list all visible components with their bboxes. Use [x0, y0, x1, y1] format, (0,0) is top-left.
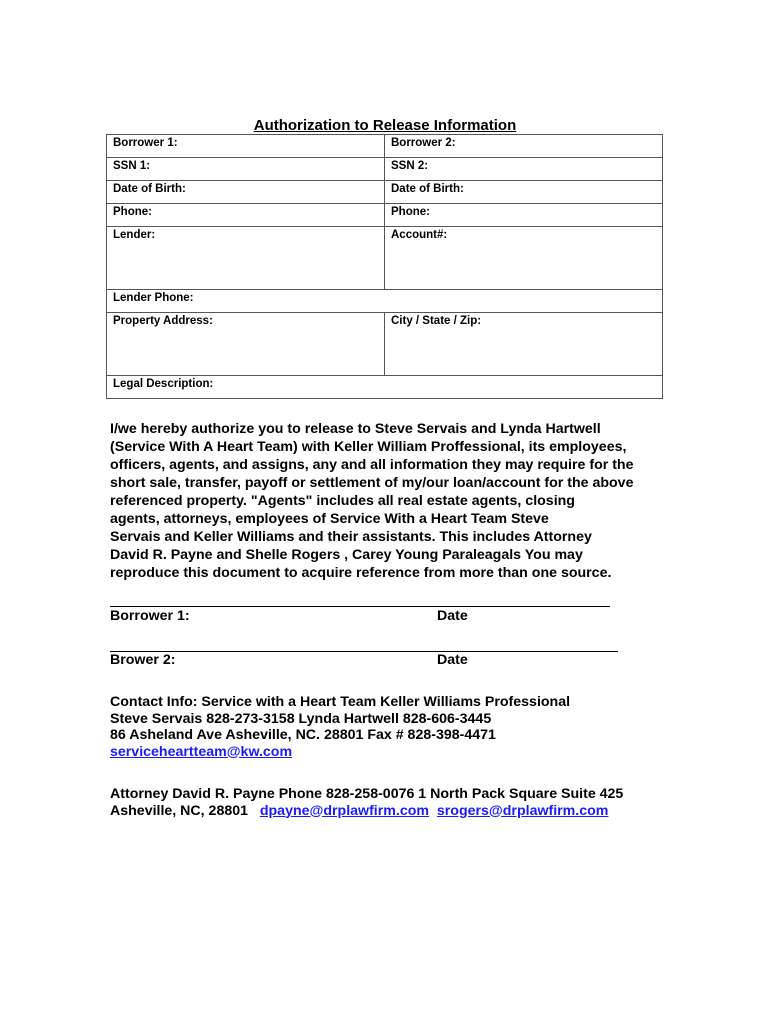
authorization-paragraph	[110, 420, 655, 582]
dob1-field[interactable]: Date of Birth:	[107, 181, 385, 204]
lender-phone-field[interactable]: Lender Phone:	[107, 290, 663, 313]
contact-info	[110, 694, 730, 760]
lender-field[interactable]: Lender:	[107, 227, 385, 290]
attorney-city: Asheville, NC, 28801	[110, 802, 249, 819]
date2-label: Date	[437, 652, 468, 668]
dob2-field[interactable]: Date of Birth:	[385, 181, 663, 204]
attorney-email-link-1[interactable]: dpayne@drplawfirm.com	[259, 802, 429, 819]
contact-line: Steve Servais 828-273-3158 Lynda Hartwell 828-606-3445	[110, 710, 492, 727]
authorization-line: officers, agents, and assigns, any and all information they may require for the	[110, 457, 634, 473]
authorization-line: referenced property. "Agents" includes all real estate agents, closing	[110, 493, 575, 509]
city-state-zip-field[interactable]: City / State / Zip:	[385, 313, 663, 376]
form-row-lender	[107, 227, 663, 290]
contact-line: Contact Info: Service with a Heart Team Keller Williams Professional	[110, 694, 571, 710]
borrower1-signature-label: Borrower 1:	[110, 608, 190, 624]
phone2-field[interactable]: Phone:	[385, 204, 663, 227]
borrower2-signature-label: Brower 2:	[110, 652, 176, 668]
attorney-email-link-2[interactable]: srogers@drplawfirm.com	[436, 802, 609, 819]
form-row-borrower	[107, 135, 663, 158]
form-row-address	[107, 313, 663, 376]
authorization-line: (Service With A Heart Team) with Keller William Proffessional, its employees,	[110, 439, 627, 455]
attorney-line: Attorney David R. Payne Phone 828-258-0076 1 North Pack Square Suite 425	[110, 786, 624, 802]
authorization-line: reproduce this document to acquire reference from more than one source.	[110, 565, 612, 581]
borrower2-field[interactable]: Borrower 2:	[385, 135, 663, 158]
form-row-legal	[107, 376, 663, 399]
form-row-dob	[107, 181, 663, 204]
borrower1-field[interactable]: Borrower 1:	[107, 135, 385, 158]
phone1-field[interactable]: Phone:	[107, 204, 385, 227]
contact-email-link[interactable]: serviceheartteam@kw.com	[110, 743, 293, 760]
authorization-line: Servais and Keller Williams and their assistants. This includes Attorney	[110, 529, 592, 545]
authorization-line: I/we hereby authorize you to release to Steve Servais and Lynda Hartwell	[110, 421, 601, 437]
authorization-line: agents, attorneys, employees of Service With a Heart Team Steve	[110, 511, 549, 527]
document-title: Authorization to Release Information	[253, 117, 517, 134]
property-address-field[interactable]: Property Address:	[107, 313, 385, 376]
form-row-lender-phone	[107, 290, 663, 313]
authorization-line: short sale, transfer, payoff or settlement of my/our loan/account for the above	[110, 475, 634, 491]
date1-label: Date	[437, 608, 468, 624]
attorney-info	[110, 786, 750, 819]
signature-line-borrower1[interactable]	[110, 606, 610, 607]
ssn2-field[interactable]: SSN 2:	[385, 158, 663, 181]
contact-line: 86 Asheland Ave Asheville, NC. 28801 Fax # 828-398-4471	[110, 727, 496, 743]
form-row-phone	[107, 204, 663, 227]
signature-line-borrower2[interactable]	[110, 651, 618, 652]
legal-description-field[interactable]: Legal Description:	[107, 376, 663, 399]
borrower-info-form	[106, 134, 663, 399]
attorney-line-2	[110, 803, 750, 820]
account-field[interactable]: Account#:	[385, 227, 663, 290]
authorization-line: David R. Payne and Shelle Rogers , Carey Young Paraleagals You may	[110, 547, 583, 563]
ssn1-field[interactable]: SSN 1:	[107, 158, 385, 181]
form-row-ssn	[107, 158, 663, 181]
